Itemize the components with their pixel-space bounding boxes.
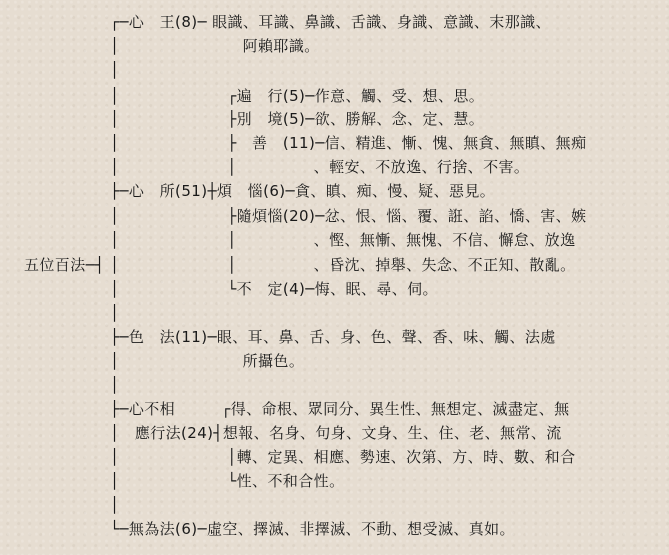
line-2: │ 阿賴耶識。 bbox=[110, 37, 320, 55]
line-4: │ ┌遍 行(5)─作意、觸、受、想、思。 bbox=[110, 87, 485, 105]
line-18: │ 應行法(24)┤想報、名身、句身、文身、生、住、老、無常、流 bbox=[110, 424, 562, 442]
line-7: │ │ 、輕安、不放逸、行捨、不害。 bbox=[110, 158, 530, 176]
root-label: 五位百法─┤ bbox=[24, 256, 105, 274]
line-11: │ │ 、昏沈、掉舉、失念、不正知、散亂。 bbox=[110, 256, 576, 274]
line-6: │ ├ 善 (11)─信、精進、慚、愧、無貪、無瞋、無痴 bbox=[110, 134, 587, 152]
line-9: │ ├隨煩惱(20)─忿、恨、惱、覆、誑、諂、憍、害、嫉 bbox=[110, 207, 587, 225]
line-5: │ ├別 境(5)─欲、勝解、念、定、慧。 bbox=[110, 110, 485, 128]
line-3: │ bbox=[110, 61, 120, 79]
line-19: │ │轉、定異、相應、勢速、次第、方、時、數、和合 bbox=[110, 448, 576, 466]
line-13: │ bbox=[110, 304, 120, 322]
line-16: │ bbox=[110, 376, 120, 394]
line-8: ├─心 所(51)┼煩 惱(6)─貪、瞋、痴、慢、疑、惡見。 bbox=[110, 182, 496, 200]
line-20: │ └性、不和合性。 bbox=[110, 472, 345, 490]
line-17: ├─心不相 ┌得、命根、眾同分、異生性、無想定、滅盡定、無 bbox=[110, 400, 570, 418]
line-22: └─無為法(6)─虛空、擇滅、非擇滅、不動、想受滅、真如。 bbox=[110, 520, 515, 538]
line-1: ┌─心 王(8)─ 眼識、耳識、鼻識、舌識、身識、意識、末那識、 bbox=[110, 13, 551, 31]
line-10: │ │ 、慳、無慚、無愧、不信、懈怠、放逸 bbox=[110, 231, 576, 249]
line-12: │ └不 定(4)─悔、眠、尋、伺。 bbox=[110, 280, 438, 298]
line-15: │ 所攝色。 bbox=[110, 352, 305, 370]
line-21: │ bbox=[110, 496, 120, 514]
line-14: ├─色 法(11)─眼、耳、鼻、舌、身、色、聲、香、味、觸、法處 bbox=[110, 328, 556, 346]
